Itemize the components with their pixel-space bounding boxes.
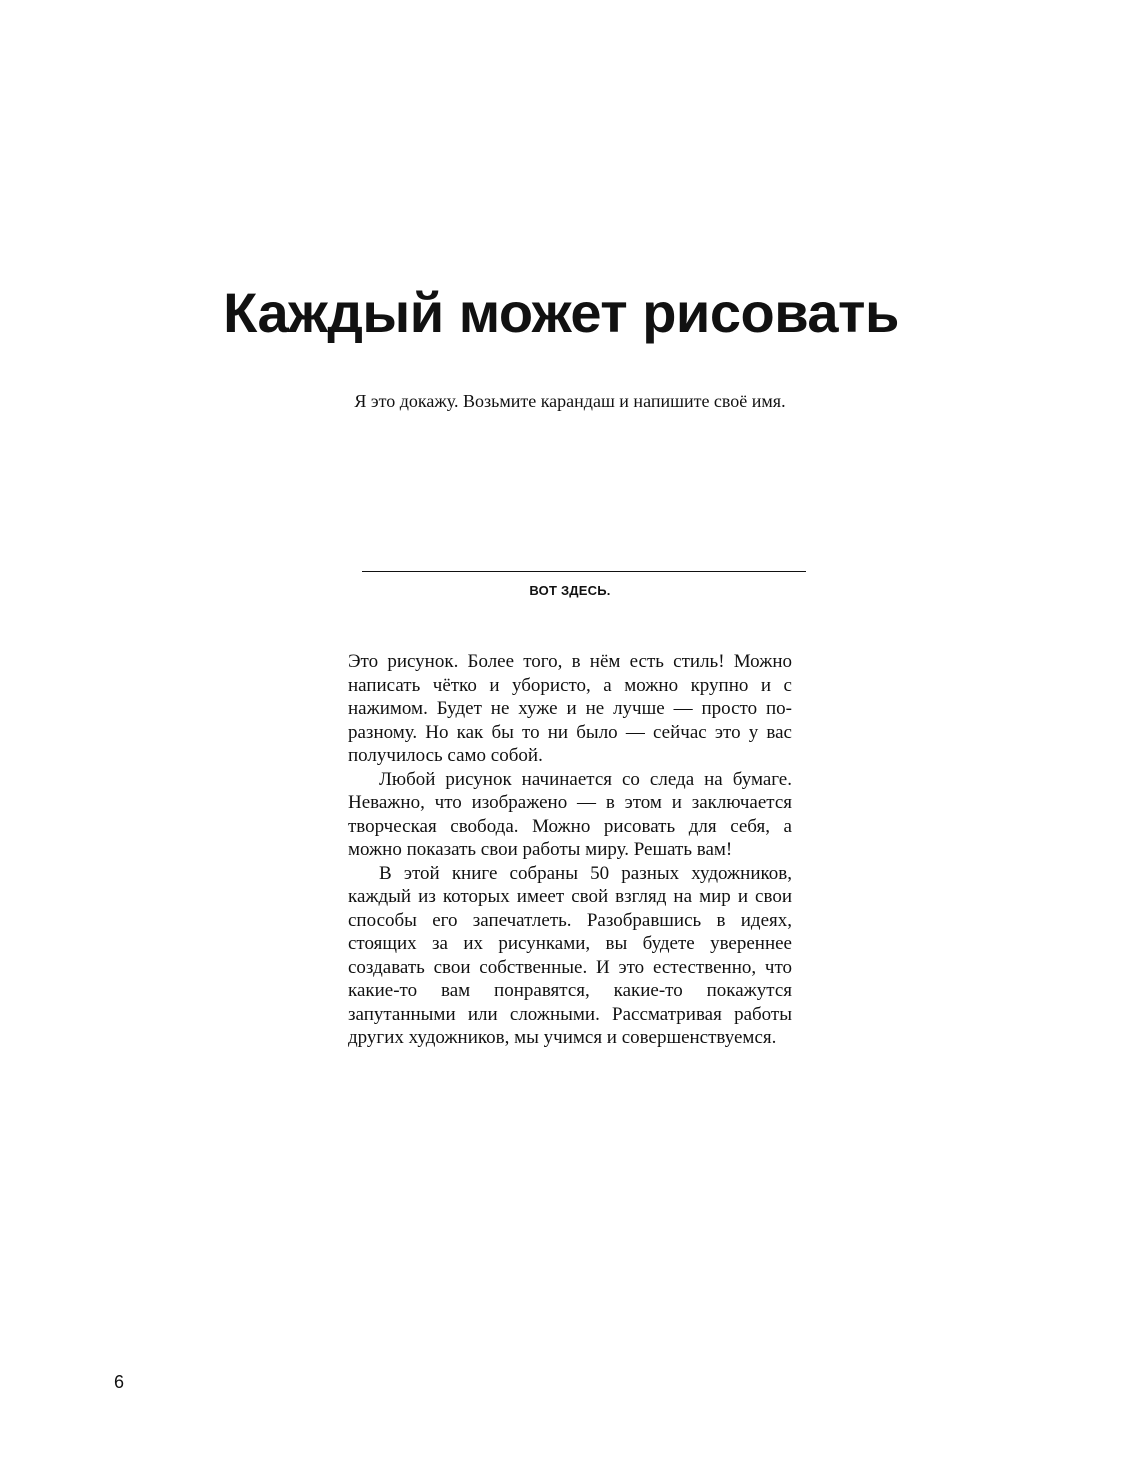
paragraph: В этой книге собраны 50 разных художников, каждый из которых имеет свой взгляд на мир и свои способы его запечатлеть. Разобравшись в идеях, стоящих за их рисунками, вы будете увереннее создавать свои собственные. И это естественно, что какие-то вам понравятся, какие-то покажутся запутанными или сложными. Рассматривая работы других художников, мы учимся и совершенствуемся. xyxy=(348,862,792,1048)
page-number: 6 xyxy=(114,1372,125,1392)
paragraph: Это рисунок. Более того, в нём есть стиль! Можно написать чётко и убористо, а можно крупно и с нажимом. Будет не хуже и не лучше — просто по-разному. Но как бы то ни было — сейчас это у вас получилось само собой. xyxy=(348,651,792,766)
page-title: Каждый может рисовать xyxy=(223,281,899,344)
body-text xyxy=(348,650,792,1050)
signature-line xyxy=(362,571,806,572)
page-subtitle: Я это докажу. Возьмите карандаш и напишите своё имя. xyxy=(354,391,786,411)
paragraph: Любой рисунок начинается со следа на бумаге. Неважно, что изображено — в этом и заключается творческая свобода. Можно рисовать для себя, а можно показать свои работы миру. Решать вам! xyxy=(348,768,792,860)
signature-caption: ВОТ ЗДЕСЬ. xyxy=(529,583,611,598)
